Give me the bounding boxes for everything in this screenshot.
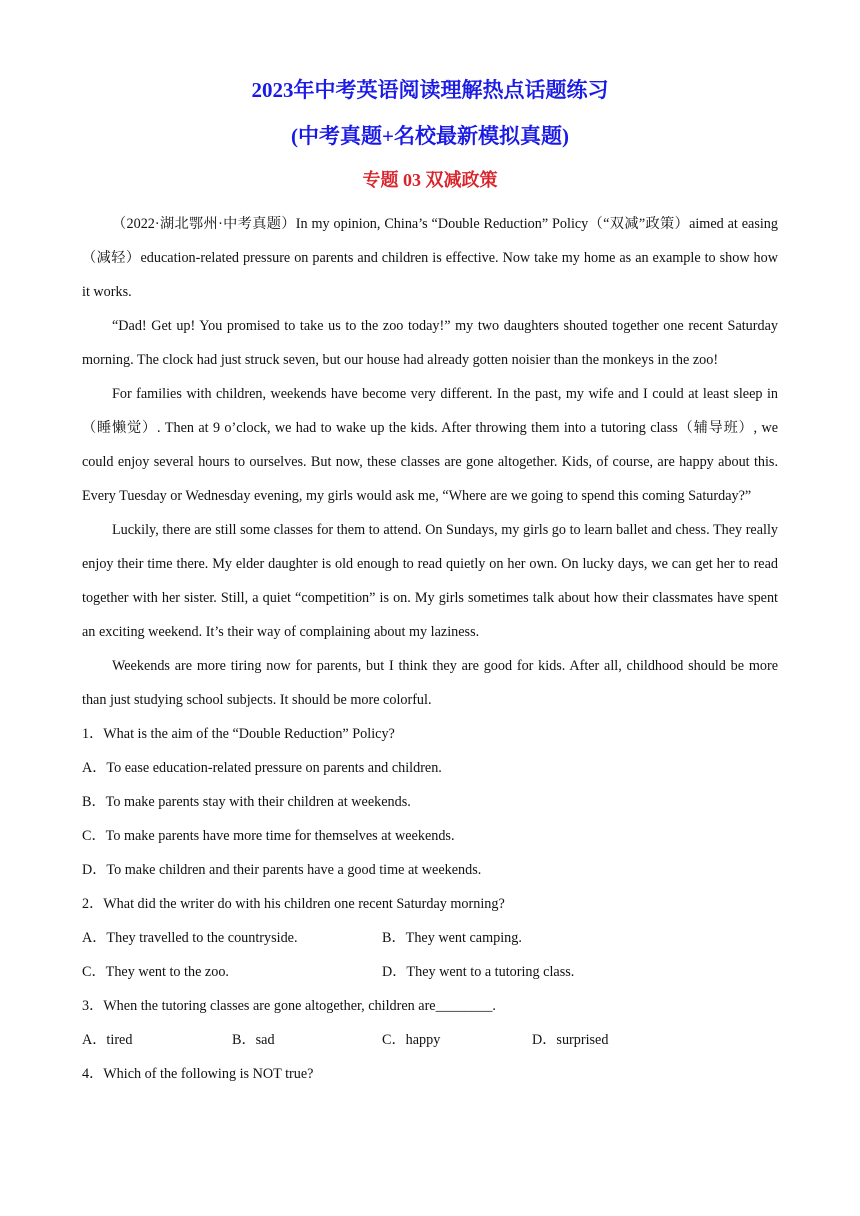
answer-option: A．To ease education-related pressure on parents and children. <box>82 760 442 776</box>
option-row <box>82 955 778 989</box>
answer-option: A．They travelled to the countryside. <box>82 930 298 946</box>
answer-option: B．To make parents stay with their children at weekends. <box>82 794 411 810</box>
document-subtitle: (中考真题+名校最新模拟真题) <box>291 124 569 148</box>
answer-option: C．happy <box>382 1032 441 1048</box>
answer-option: C．To make parents have more time for themselves at weekends. <box>82 828 455 844</box>
answer-option: D．surprised <box>532 1032 609 1048</box>
passage-paragraph: “Dad! Get up! You promised to take us to the zoo today!” my two daughters shouted together one recent Saturday morning. The clock had just struck seven, but our house had already gotten noisier than the monkeys in the zoo! <box>82 318 778 368</box>
question-stem: 4．Which of the following is NOT true? <box>82 1066 314 1082</box>
option-row <box>82 921 778 955</box>
question-stem: 3．When the tutoring classes are gone altogether, children are________. <box>82 998 496 1014</box>
document-body <box>82 207 778 1091</box>
question-stem: 1．What is the aim of the “Double Reduction” Policy? <box>82 726 395 742</box>
question-stem: 2．What did the writer do with his children one recent Saturday morning? <box>82 896 505 912</box>
answer-option: A．tired <box>82 1032 133 1048</box>
answer-option: D．To make children and their parents have a good time at weekends. <box>82 862 482 878</box>
answer-option: B．They went camping. <box>382 930 522 946</box>
answer-option: D．They went to a tutoring class. <box>382 964 575 980</box>
document-title: 2023年中考英语阅读理解热点话题练习 <box>251 78 609 102</box>
passage-paragraph: （2022·湖北鄂州·中考真题）In my opinion, China’s “Double Reduction” Policy（“双减”政策）aimed at easing（减轻）education-related pressure on parents and children is effective. Now take my home as an example to show how it works. <box>82 216 778 300</box>
topic-heading: 专题 03 双减政策 <box>362 170 498 190</box>
passage-paragraph: Luckily, there are still some classes for them to attend. On Sundays, my girls go to learn ballet and chess. They really enjoy their time there. My elder daughter is old enough to read quietly on her own. On lucky days, we can get her to read together with her sister. Still, a quiet “competition” is on. My girls sometimes talk about how their classmates have spent an exciting weekend. It’s their way of complaining about my laziness. <box>82 522 778 640</box>
passage-paragraph: Weekends are more tiring now for parents, but I think they are good for kids. After all, childhood should be more than just studying school subjects. It should be more colorful. <box>82 658 778 708</box>
answer-option: C．They went to the zoo. <box>82 964 229 980</box>
answer-option: B．sad <box>232 1032 275 1048</box>
passage-paragraph: For families with children, weekends have become very different. In the past, my wife and I could at least sleep in（睡懒觉）. Then at 9 o’clock, we had to wake up the kids. After throwing them into a tutoring class（辅导班）, we could enjoy several hours to ourselves. But now, these classes are gone altogether. Kids, of course, are happy about this. Every Tuesday or Wednesday evening, my girls would ask me, “Where are we going to spend this coming Saturday?” <box>82 386 778 504</box>
option-row <box>82 1023 778 1057</box>
